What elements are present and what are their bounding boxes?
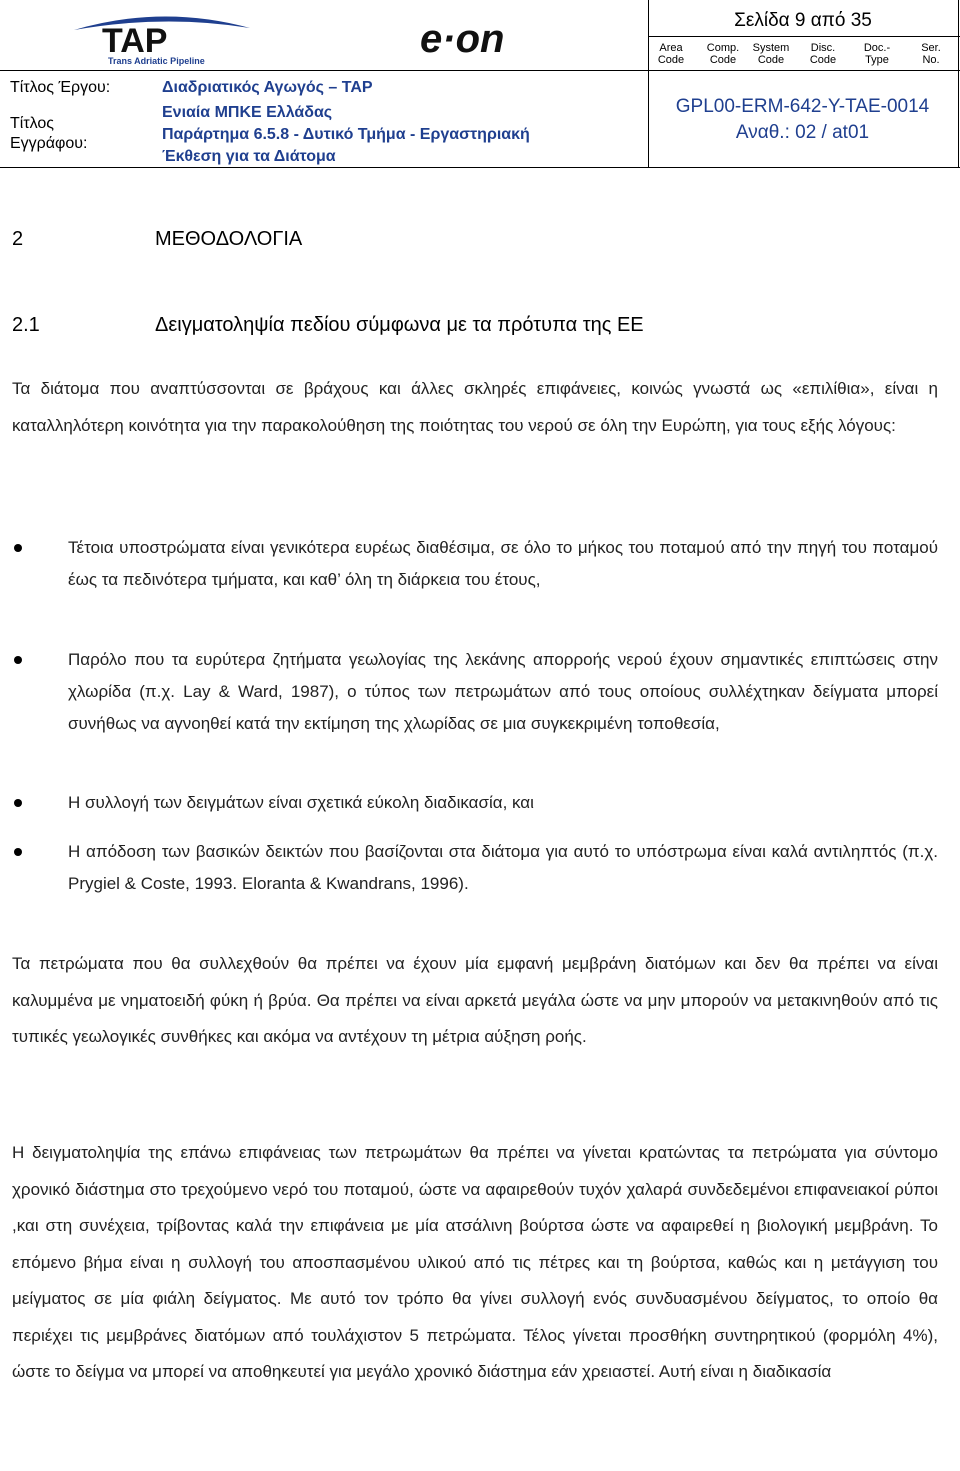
revision: Αναθ.: 02 / at01 <box>735 122 870 143</box>
ser-no-label: Ser. No. <box>921 42 941 66</box>
tap-logo <box>72 10 252 66</box>
document-number: GPL00-ERM-642-Y-TAE-0014 <box>675 96 930 117</box>
page-number: Σελίδα 9 από 35 <box>734 10 872 31</box>
list-item-text: Παρόλο που τα ευρύτερα ζητήματα γεωλογίας της λεκάνης απορροής νερού έχουν σημαντικές επιπτώσεις στην χλωρίδα (π.χ. Lay & Ward, 1987), ο τύπος των πετρωμάτων από τους οποίους συλλέχτηκαν δείγματα μπορεί συνήθως να αγνοηθεί κατά την εκτίμηση της χλωρίδας σε μια συγκεκριμένη τοποθεσία, <box>68 650 938 733</box>
document-title-label-1: Τίτλος <box>10 115 55 132</box>
header-divider <box>0 167 960 168</box>
system-code-label: System Code <box>752 42 790 66</box>
project-title-label: Τίτλος Έργου: <box>10 79 111 96</box>
bullet-icon <box>14 799 22 807</box>
disc-code-label: Disc. Code <box>809 42 837 66</box>
paragraph: Τα πετρώματα που θα συλλεχθούν θα πρέπει να έχουν μία εμφανή μεμβράνη διατόμων και δεν θα πρέπει να είναι καλυμμένα με νηματοειδή φύκη ή βρύα. Θα πρέπει να είναι αρκετά μεγάλα ώστε να μην μπορούν να μετακινηθούν από τις τυπικές γεωλογικές συνθήκες και ακόμα να αντέχουν τη μέτρια αύξηση ροής. <box>12 954 938 1046</box>
document-title-line-2: Παράρτημα 6.5.8 - Δυτικό Τμήμα - Εργαστηριακή <box>162 126 530 143</box>
tap-logo-text: TAP <box>102 22 168 60</box>
intro-paragraph: Τα διάτομα που αναπτύσσονται σε βράχους και άλλες σκληρές επιφάνειες, κοινώς γνωστά ως «επιλίθια», είναι η καταλληλότερη κοινότητα για την παρακολούθηση της ποιότητας του νερού σε όλη την Ευρώπη, για τους εξής λόγους: <box>12 379 938 435</box>
header-divider <box>648 36 960 37</box>
bullet-icon <box>14 656 22 664</box>
comp-code-label: Comp. Code <box>706 42 740 66</box>
document-title-line-3: Έκθεση για τα Διάτομα <box>162 148 336 165</box>
list-item-text: Η απόδοση των βασικών δεικτών που βασίζονται στα διάτομα για αυτό το υπόστρωμα είναι καλά αντιληπτός (π.χ. Prygiel & Coste, 1993. Eloranta & Kwandrans, 1996). <box>68 842 938 893</box>
list-item <box>12 532 938 632</box>
section-number: 2 <box>12 228 24 250</box>
paragraph: Η δειγματοληψία της επάνω επιφάνειας των πετρωμάτων θα πρέπει να γίνεται κρατώντας τα πετρώματα για σύντομο χρονικό διάστημα στο τρεχούμενο νερό του ποταμού, ώστε να αφαιρεθούν τυχόν χαλαρά συνδεδεμένοι επιφανειακοί ρύποι ,και στη συνέχεια, τρίβοντας καλά την επιφάνεια με μία ατσάλινη βούρτσα ώστε να αφαιρεθεί η βιολογική μεμβράνη. Το επόμενο βήμα είναι η συλλογή του αποσπασμένου υλικού από τις πέτρες και τη βούρτσα, καθώς και η μετάγγιση του μείγματος σε μία φιάλη δείγματος. Με αυτό τον τρόπο θα γίνει συλλογή ενός συνδυασμένου δείγματος, το οποίο θα περιέχει τις μεμβράνες διατόμων από τουλάχιστον 5 πετρώματα. Τέλος γίνεται προσθήκη συντηρητικού (φορμόλη 4%), ώστε το δείγμα να μπορεί να αποθηκευτεί για μεγάλο χρονικό διάστημα εάν χρειαστεί. Αυτή είναι η διαδικασία <box>12 1143 938 1381</box>
list-item <box>12 787 938 823</box>
subsection-number: 2.1 <box>12 314 40 336</box>
list-item-text: Η συλλογή των δειγμάτων είναι σχετικά εύκολη διαδικασία, και <box>68 793 534 812</box>
eon-logo <box>420 14 540 62</box>
document-header <box>0 0 960 168</box>
subsection-title: Δειγματοληψία πεδίου σύμφωνα με τα πρότυπα της ΕΕ <box>155 314 644 336</box>
document-title-line-1: Ενιαία ΜΠΚΕ Ελλάδας <box>162 104 333 121</box>
doc-type-label: Doc.- Type <box>863 42 891 66</box>
section-heading <box>12 228 302 251</box>
document-title-label-2: Εγγράφου: <box>10 135 88 152</box>
header-divider <box>0 70 960 71</box>
list-item <box>12 644 938 774</box>
list-item <box>12 836 938 906</box>
project-title-value: Διαδριατικός Αγωγός – TAP <box>162 79 373 96</box>
bullet-icon <box>14 848 22 856</box>
list-item-text: Τέτοια υποστρώματα είναι γενικότερα ευρέως διαθέσιμα, σε όλο το μήκος του ποταμού από την πηγή του ποταμού έως τα πεδινότερα τμήματα, και καθ’ όλη τη διάρκεια του έτους, <box>68 538 938 589</box>
bullet-icon <box>14 544 22 552</box>
area-code-label: Area Code <box>657 42 685 66</box>
subsection-heading <box>12 314 644 337</box>
section-title: ΜΕΘΟΔΟΛΟΓΙΑ <box>155 228 303 250</box>
eon-logo-text: e·on <box>420 17 505 61</box>
document-number-block <box>645 94 960 146</box>
tap-logo-subtitle: Trans Adriatic Pipeline <box>108 56 205 66</box>
